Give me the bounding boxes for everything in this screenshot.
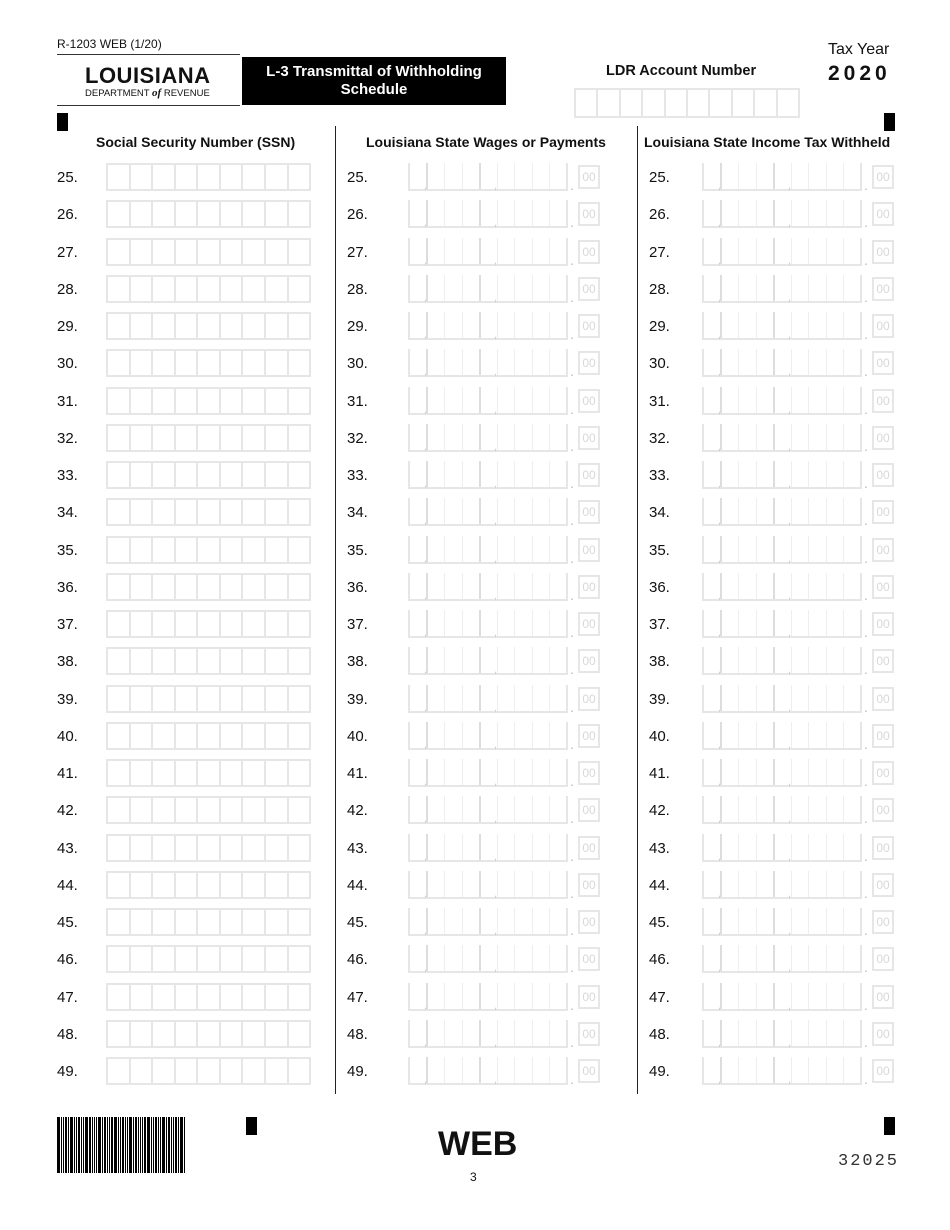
withheld-amount-input[interactable]: , , . 00 — [702, 238, 894, 268]
withheld-amount-input[interactable]: , , . 00 — [702, 349, 894, 379]
wages-cents: 00 — [578, 1059, 600, 1083]
wages-cents: 00 — [578, 351, 600, 375]
withheld-amount-input[interactable]: , , . 00 — [702, 908, 894, 938]
wages-amount-input[interactable]: , , . 00 — [408, 796, 600, 826]
wages-cents: 00 — [578, 761, 600, 785]
column-divider — [637, 126, 638, 1094]
ldr-account-label: LDR Account Number — [606, 63, 757, 79]
row-number-wages: 27. — [347, 243, 368, 261]
ssn-input[interactable] — [106, 945, 311, 973]
row-number-withheld: 26. — [649, 206, 670, 224]
form-title-line1: L-3 Transmittal of Withholding — [266, 63, 482, 80]
ssn-input[interactable] — [106, 536, 311, 564]
withheld-cents: 00 — [872, 426, 894, 450]
withheld-amount-input[interactable]: , , . 00 — [702, 536, 894, 566]
row-number-ssn: 39. — [57, 690, 78, 708]
ssn-input[interactable] — [106, 424, 311, 452]
ssn-input[interactable] — [106, 1020, 311, 1048]
form-title — [242, 57, 506, 105]
column-divider — [335, 126, 336, 1094]
row-number-ssn: 31. — [57, 392, 78, 410]
row-number-wages: 31. — [347, 392, 368, 410]
wages-column-header: Louisiana State Wages or Payments — [366, 134, 606, 150]
withheld-amount-input[interactable]: , , . 00 — [702, 834, 894, 864]
row-number-withheld: 39. — [649, 690, 670, 708]
row-number-ssn: 44. — [57, 876, 78, 894]
withheld-cents: 00 — [872, 798, 894, 822]
wages-amount-input[interactable]: , , . 00 — [408, 722, 600, 752]
withheld-cents: 00 — [872, 761, 894, 785]
registration-mark-bottom-right — [884, 1117, 895, 1135]
wages-amount-input[interactable]: , , . 00 — [408, 275, 600, 305]
logo-main-text: LOUISIANA — [85, 63, 211, 88]
row-number-ssn: 40. — [57, 727, 78, 745]
withheld-amount-input[interactable]: , , . 00 — [702, 983, 894, 1013]
registration-mark-top-left — [57, 113, 68, 131]
withheld-amount-input[interactable]: , , . 00 — [702, 647, 894, 677]
wages-cents: 00 — [578, 389, 600, 413]
louisiana-revenue-logo — [57, 54, 240, 106]
wages-cents: 00 — [578, 836, 600, 860]
row-number-ssn: 41. — [57, 765, 78, 782]
wages-amount-input[interactable]: , , . 00 — [408, 685, 600, 715]
row-number-wages: 41. — [347, 765, 368, 782]
row-number-wages: 39. — [347, 690, 368, 708]
wages-amount-input[interactable]: , , . 00 — [408, 610, 600, 640]
ldr-account-input[interactable] — [574, 88, 800, 118]
ssn-input[interactable] — [106, 871, 311, 899]
withheld-amount-input[interactable]: , , . 00 — [702, 945, 894, 975]
withheld-cents: 00 — [872, 202, 894, 226]
row-number-withheld: 38. — [649, 653, 670, 671]
withheld-cents: 00 — [872, 910, 894, 934]
withheld-cents: 00 — [872, 389, 894, 413]
ssn-input[interactable] — [106, 275, 311, 303]
wages-amount-input[interactable]: , , . 00 — [408, 387, 600, 417]
wages-cents: 00 — [578, 873, 600, 897]
wages-amount-input[interactable]: , , . 00 — [408, 536, 600, 566]
withheld-cents: 00 — [872, 240, 894, 264]
wages-cents: 00 — [578, 798, 600, 822]
row-number-ssn: 43. — [57, 839, 78, 857]
row-number-wages: 33. — [347, 467, 368, 484]
row-number-wages: 26. — [347, 206, 368, 224]
row-number-withheld: 41. — [649, 765, 670, 782]
wages-amount-input[interactable]: , , . 00 — [408, 461, 600, 491]
withheld-amount-input[interactable]: , , . 00 — [702, 498, 894, 528]
page-number: 3 — [470, 1170, 477, 1184]
registration-mark-top-right — [884, 113, 895, 131]
row-number-withheld: 36. — [649, 578, 670, 596]
ssn-input[interactable] — [106, 349, 311, 377]
row-number-withheld: 31. — [649, 392, 670, 410]
wages-cents: 00 — [578, 649, 600, 673]
logo-sub-revenue: REVENUE — [163, 88, 210, 99]
wages-cents: 00 — [578, 314, 600, 338]
withheld-cents: 00 — [872, 165, 894, 189]
row-number-wages: 25. — [347, 169, 368, 186]
wages-cents: 00 — [578, 612, 600, 636]
wages-amount-input[interactable]: , , . 00 — [408, 647, 600, 677]
form-id: R-1203 WEB (1/20) — [57, 37, 162, 51]
wages-cents: 00 — [578, 538, 600, 562]
withheld-amount-input[interactable]: , , . 00 — [702, 312, 894, 342]
wages-amount-input[interactable]: , , . 00 — [408, 424, 600, 454]
withheld-amount-input[interactable]: , , . 00 — [702, 387, 894, 417]
withheld-cents: 00 — [872, 1059, 894, 1083]
withheld-cents: 00 — [872, 277, 894, 301]
wages-cents: 00 — [578, 463, 600, 487]
withheld-cents: 00 — [872, 836, 894, 860]
tax-year-value: 2020 — [828, 62, 891, 85]
withheld-column-header: Louisiana State Income Tax Withheld — [644, 134, 891, 150]
row-number-ssn: 25. — [57, 169, 78, 186]
wages-amount-input[interactable]: , , . 00 — [408, 759, 600, 789]
ssn-input[interactable] — [106, 387, 311, 415]
row-number-wages: 37. — [347, 616, 368, 633]
ssn-input[interactable] — [106, 200, 311, 228]
wages-cents: 00 — [578, 910, 600, 934]
wages-cents: 00 — [578, 687, 600, 711]
ssn-column-header: Social Security Number (SSN) — [96, 134, 296, 150]
row-number-withheld: 49. — [649, 1063, 670, 1080]
wages-amount-input[interactable]: , , . 00 — [408, 871, 600, 901]
withheld-amount-input[interactable]: , , . 00 — [702, 461, 894, 491]
row-number-wages: 38. — [347, 653, 368, 671]
row-number-withheld: 29. — [649, 318, 670, 335]
withheld-cents: 00 — [872, 351, 894, 375]
row-number-withheld: 45. — [649, 914, 670, 931]
row-number-withheld: 32. — [649, 429, 670, 447]
ssn-input[interactable] — [106, 238, 311, 266]
withheld-cents: 00 — [872, 612, 894, 636]
row-number-wages: 47. — [347, 988, 368, 1006]
withheld-cents: 00 — [872, 649, 894, 673]
row-number-ssn: 30. — [57, 355, 78, 373]
row-number-withheld: 43. — [649, 839, 670, 857]
ssn-input[interactable] — [106, 610, 311, 638]
wages-amount-input[interactable]: , , . 00 — [408, 349, 600, 379]
row-number-withheld: 47. — [649, 988, 670, 1006]
row-number-ssn: 42. — [57, 802, 78, 820]
row-number-withheld: 25. — [649, 169, 670, 186]
wages-amount-input[interactable]: , , . 00 — [408, 834, 600, 864]
logo-sub-of: of — [152, 87, 162, 99]
row-number-ssn: 46. — [57, 951, 78, 969]
ssn-input[interactable] — [106, 759, 311, 787]
wages-amount-input[interactable]: , , . 00 — [408, 945, 600, 975]
withheld-cents: 00 — [872, 500, 894, 524]
row-number-ssn: 28. — [57, 280, 78, 298]
form-title-line2: Schedule — [340, 81, 408, 98]
ssn-input[interactable] — [106, 983, 311, 1011]
row-number-ssn: 29. — [57, 318, 78, 335]
row-number-ssn: 45. — [57, 914, 78, 931]
withheld-cents: 00 — [872, 314, 894, 338]
withheld-amount-input[interactable]: , , . 00 — [702, 163, 894, 193]
ssn-input[interactable] — [106, 908, 311, 936]
withheld-amount-input[interactable]: , , . 00 — [702, 871, 894, 901]
row-number-withheld: 28. — [649, 280, 670, 298]
wages-cents: 00 — [578, 277, 600, 301]
row-number-ssn: 36. — [57, 578, 78, 596]
row-number-withheld: 46. — [649, 951, 670, 969]
wages-cents: 00 — [578, 724, 600, 748]
row-number-wages: 49. — [347, 1063, 368, 1080]
wages-amount-input[interactable]: , , . 00 — [408, 498, 600, 528]
withheld-amount-input[interactable]: , , . 00 — [702, 759, 894, 789]
form-code: 32025 — [838, 1152, 900, 1171]
withheld-amount-input[interactable]: , , . 00 — [702, 1057, 894, 1087]
row-number-withheld: 40. — [649, 727, 670, 745]
wages-amount-input[interactable]: , , . 00 — [408, 983, 600, 1013]
wages-amount-input[interactable]: , , . 00 — [408, 200, 600, 230]
withheld-cents: 00 — [872, 873, 894, 897]
withheld-cents: 00 — [872, 985, 894, 1009]
ssn-input[interactable] — [106, 498, 311, 526]
ssn-input[interactable] — [106, 312, 311, 340]
withheld-amount-input[interactable]: , , . 00 — [702, 573, 894, 603]
row-number-ssn: 37. — [57, 616, 78, 633]
row-number-ssn: 34. — [57, 504, 78, 522]
row-number-wages: 44. — [347, 876, 368, 894]
row-number-wages: 48. — [347, 1025, 368, 1043]
row-number-wages: 32. — [347, 429, 368, 447]
row-number-wages: 29. — [347, 318, 368, 335]
withheld-amount-input[interactable]: , , . 00 — [702, 275, 894, 305]
withheld-amount-input[interactable]: , , . 00 — [702, 610, 894, 640]
wages-amount-input[interactable]: , , . 00 — [408, 238, 600, 268]
logo-sub-text — [85, 87, 210, 99]
row-number-wages: 42. — [347, 802, 368, 820]
ssn-input[interactable] — [106, 722, 311, 750]
row-number-wages: 28. — [347, 280, 368, 298]
row-number-withheld: 34. — [649, 504, 670, 522]
wages-amount-input[interactable]: , , . 00 — [408, 1057, 600, 1087]
wages-amount-input[interactable]: , , . 00 — [408, 1020, 600, 1050]
row-number-withheld: 35. — [649, 541, 670, 559]
wages-cents: 00 — [578, 426, 600, 450]
row-number-wages: 40. — [347, 727, 368, 745]
row-number-wages: 45. — [347, 914, 368, 931]
row-number-ssn: 26. — [57, 206, 78, 224]
wages-cents: 00 — [578, 985, 600, 1009]
wages-cents: 00 — [578, 240, 600, 264]
ssn-input[interactable] — [106, 461, 311, 489]
row-number-wages: 43. — [347, 839, 368, 857]
withheld-cents: 00 — [872, 463, 894, 487]
withheld-cents: 00 — [872, 575, 894, 599]
tax-year-label: Tax Year — [828, 41, 890, 58]
row-number-ssn: 35. — [57, 541, 78, 559]
row-number-wages: 35. — [347, 541, 368, 559]
row-number-ssn: 33. — [57, 467, 78, 484]
barcode — [57, 1117, 229, 1173]
ssn-input[interactable] — [106, 796, 311, 824]
ssn-input[interactable] — [106, 834, 311, 862]
footer-web-label: WEB — [438, 1125, 518, 1163]
row-number-wages: 30. — [347, 355, 368, 373]
row-number-withheld: 27. — [649, 243, 670, 261]
row-number-withheld: 44. — [649, 876, 670, 894]
row-number-withheld: 42. — [649, 802, 670, 820]
row-number-ssn: 38. — [57, 653, 78, 671]
withheld-cents: 00 — [872, 724, 894, 748]
registration-mark-bottom-left — [246, 1117, 257, 1135]
row-number-ssn: 47. — [57, 988, 78, 1006]
row-number-ssn: 49. — [57, 1063, 78, 1080]
row-number-ssn: 32. — [57, 429, 78, 447]
withheld-cents: 00 — [872, 687, 894, 711]
ssn-input[interactable] — [106, 685, 311, 713]
wages-cents: 00 — [578, 1022, 600, 1046]
withheld-cents: 00 — [872, 1022, 894, 1046]
wages-cents: 00 — [578, 500, 600, 524]
row-number-withheld: 33. — [649, 467, 670, 484]
wages-amount-input[interactable]: , , . 00 — [408, 163, 600, 193]
withheld-amount-input[interactable]: , , . 00 — [702, 424, 894, 454]
row-number-ssn: 48. — [57, 1025, 78, 1043]
logo-sub-department: DEPARTMENT — [85, 88, 150, 99]
ssn-input[interactable] — [106, 647, 311, 675]
row-number-withheld: 30. — [649, 355, 670, 373]
wages-cents: 00 — [578, 202, 600, 226]
withheld-amount-input[interactable]: , , . 00 — [702, 796, 894, 826]
row-number-wages: 34. — [347, 504, 368, 522]
wages-amount-input[interactable]: , , . 00 — [408, 312, 600, 342]
ssn-input[interactable] — [106, 163, 311, 191]
withheld-cents: 00 — [872, 947, 894, 971]
withheld-amount-input[interactable]: , , . 00 — [702, 200, 894, 230]
withheld-amount-input[interactable]: , , . 00 — [702, 722, 894, 752]
row-number-withheld: 37. — [649, 616, 670, 633]
wages-cents: 00 — [578, 165, 600, 189]
wages-amount-input[interactable]: , , . 00 — [408, 573, 600, 603]
ssn-input[interactable] — [106, 573, 311, 601]
withheld-amount-input[interactable]: , , . 00 — [702, 685, 894, 715]
withheld-cents: 00 — [872, 538, 894, 562]
ssn-input[interactable] — [106, 1057, 311, 1085]
wages-cents: 00 — [578, 575, 600, 599]
row-number-wages: 46. — [347, 951, 368, 969]
row-number-wages: 36. — [347, 578, 368, 596]
row-number-withheld: 48. — [649, 1025, 670, 1043]
row-number-ssn: 27. — [57, 243, 78, 261]
withheld-amount-input[interactable]: , , . 00 — [702, 1020, 894, 1050]
wages-cents: 00 — [578, 947, 600, 971]
wages-amount-input[interactable]: , , . 00 — [408, 908, 600, 938]
